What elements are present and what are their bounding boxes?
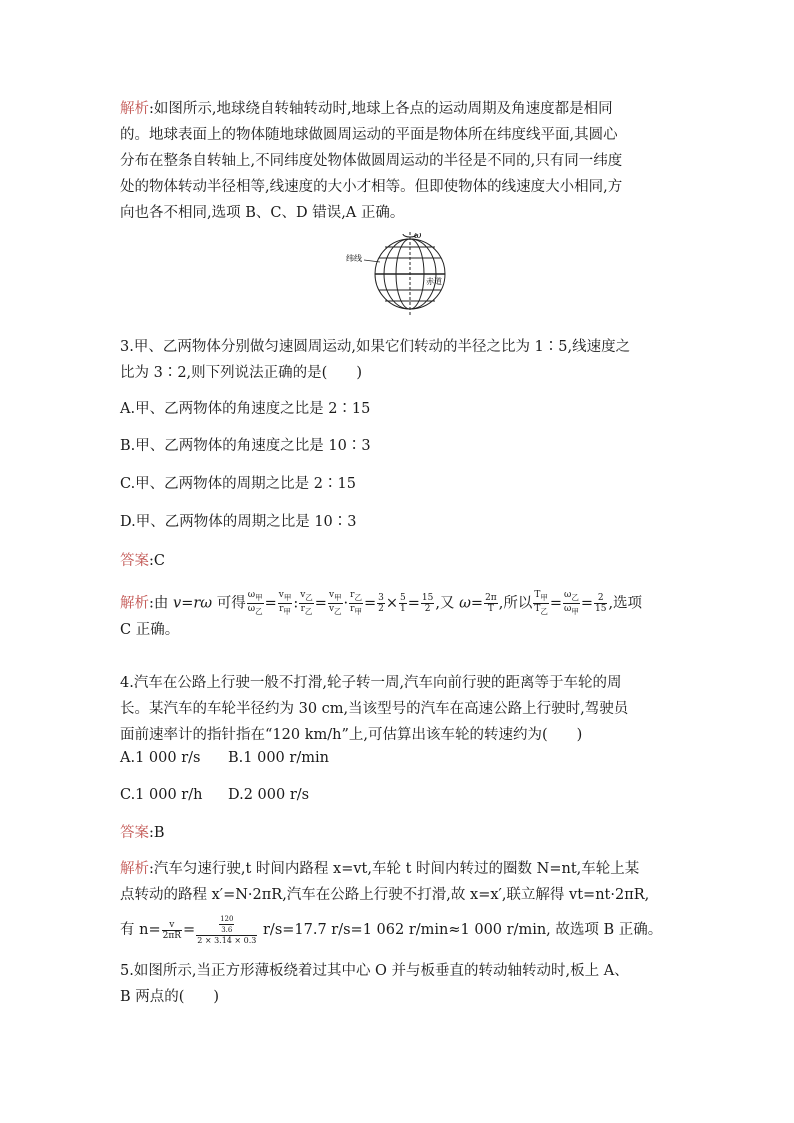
q3-analysis-line-2: C 正确。 [120,621,180,638]
omega-label: ω [414,231,422,241]
q3-option-a: A.甲、乙两物体的角速度之比是 2∶15 [120,401,371,417]
q4-analysis-line-3: 有 n= $\frac{v}{2\pi R}$ = $\frac{\frac{120}{3.6}}{2 \times 3.14 \times 0.3}$ r/s=17.7 r/s=1 062 r/min≈1 000 r/min, 故选项 B 正确。 [120,915,663,945]
latitude-label: 纬线 [346,254,362,263]
analysis-label: 解析 [120,101,149,117]
q4-option-d: D.2 000 r/s [228,787,310,803]
q4-answer: 答案:B [120,825,165,841]
q4-analysis-line-2: 点转动的路程 x′=N·2πR,汽车在公路上行驶不打滑,故 x=x′,联立解得 vt=nt·2πR, [120,887,650,903]
q2-analysis-line-4: 处的物体转动半径相等,线速度的大小才相等。但即使物体的线速度大小相同,方 [120,179,623,195]
q4-option-c: C.1 000 r/h [120,787,203,803]
q3-answer: 答案:C [120,553,165,569]
q4-analysis [120,856,680,946]
q4-stem-line-2: 长。某汽车的车轮半径约为 30 cm,当该型号的汽车在高速公路上行驶时,驾驶员 [120,701,629,717]
q2-analysis-line-2: 的。地球表面上的物体随地球做圆周运动的平面是物体所在纬度线平面,其圆心 [120,127,618,143]
q4-analysis-line-1: 解析:汽车匀速行驶,t 时间内路程 x=vt,车轮 t 时间内转过的圈数 N=nt,车轮上某 [120,861,640,877]
q4-stem [120,670,680,748]
earth-rotation-figure [340,228,450,316]
q4-option-b: B.1 000 r/min [228,750,329,766]
q3-stem-line-1: 3.甲、乙两物体分别做匀速圆周运动,如果它们转动的半径之比为 1∶5,线速度之 [120,339,631,355]
q2-analysis-line-5: 向也各不相同,选项 B、C、D 错误,A 正确。 [120,205,405,221]
q3-analysis [120,590,680,643]
q5-stem [120,958,680,1010]
q3-option-c: C.甲、乙两物体的周期之比是 2∶15 [120,476,356,492]
q3-analysis-line-1: 解析:由 v=rω 可得 $\frac{\omega_甲}{\omega_乙}$ = $\frac{v_甲}{r_甲}$ : $\frac{v_乙}{r_乙}$ = $\frac{v_甲}{v_乙}$ · $\frac{r_乙}{r_甲}$ = $\frac{3}{2}$ × $\frac{5}{1}$ = $\frac{15}{2}$ ,又 ω= $\frac{2\pi}{T}$ ,所以 $\frac{T_甲}{T_乙}$ = $\frac{\omega_乙}{\omega_甲}$ = $\frac{2}{15}$ ,选项 [120,590,643,616]
q4-stem-line-3: 面前速率计的指针指在“120 km/h”上,可估算出该车轮的转速约为( ) [120,727,583,743]
q5-stem-line-1: 5.如图所示,当正方形薄板绕着过其中心 O 并与板垂直的转动轴转动时,板上 A、 [120,963,629,979]
q5-stem-line-2: B 两点的( ) [120,989,220,1005]
q3-option-b: B.甲、乙两物体的角速度之比是 10∶3 [120,438,371,454]
q2-analysis-line-1: 解析:如图所示,地球绕自转轴转动时,地球上各点的运动周期及角速度都是相同 [120,101,613,117]
q3-option-d: D.甲、乙两物体的周期之比是 10∶3 [120,514,357,530]
equator-label: 赤道 [426,277,442,286]
q4-stem-line-1: 4.汽车在公路上行驶一般不打滑,轮子转一周,汽车向前行驶的距离等于车轮的周 [120,675,622,691]
q3-stem-line-2: 比为 3∶2,则下列说法正确的是( ) [120,365,362,381]
q3-stem [120,334,680,386]
q2-analysis-line-3: 分布在整条自转轴上,不同纬度处物体做圆周运动的半径是不同的,只有同一纬度 [120,153,623,169]
q4-option-a: A.1 000 r/s [120,750,201,766]
q2-analysis [120,96,680,226]
